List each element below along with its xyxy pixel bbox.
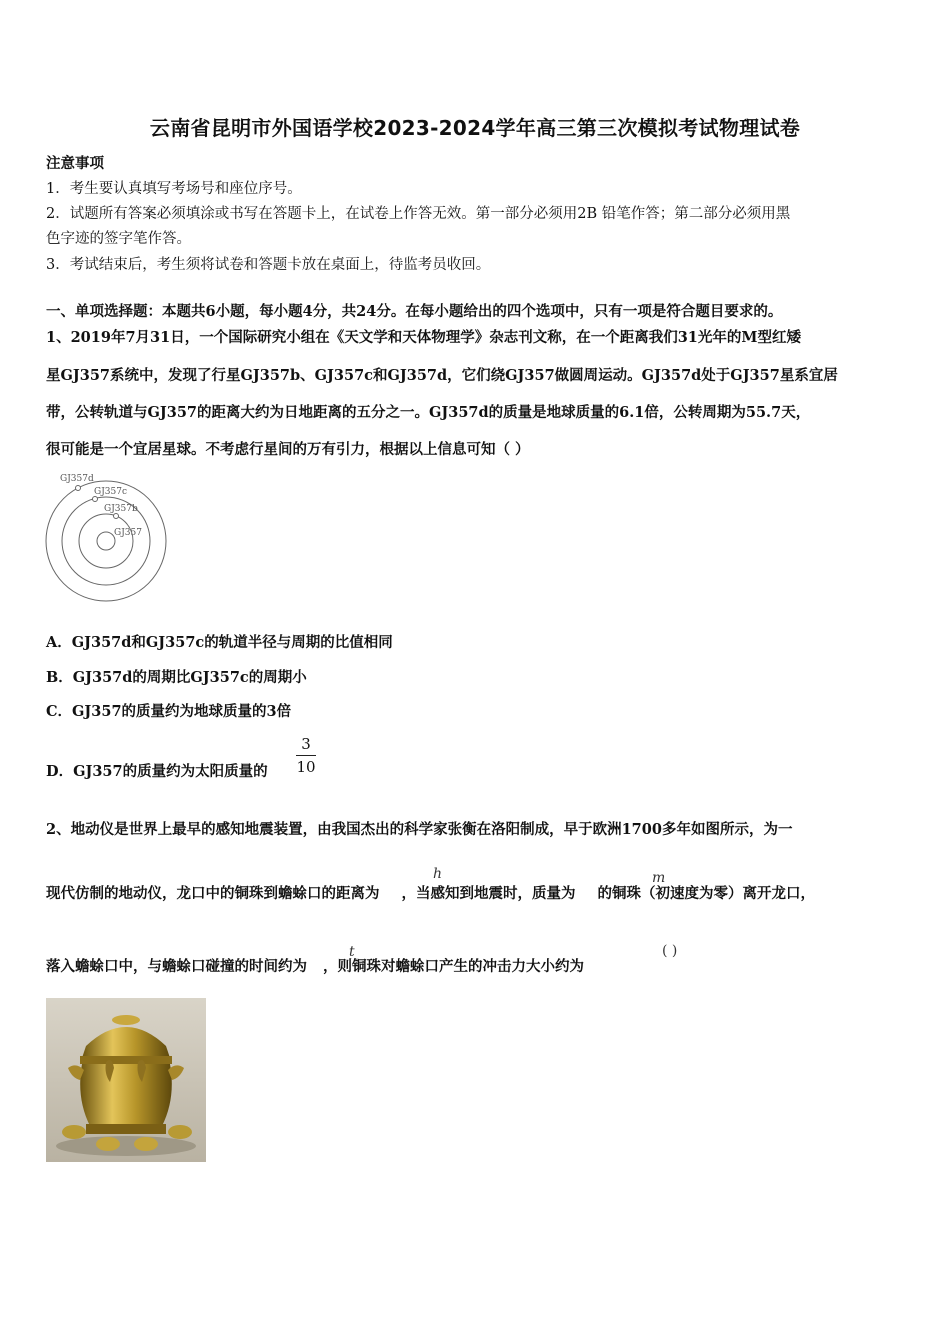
notice-heading: 注意事项 [46,155,104,172]
label-gj357c: GJ357c [94,487,128,497]
fraction-denominator: 10 [296,758,316,776]
q1-line-2: 星GJ357系统中，发现了行星GJ357b、GJ357c和GJ357d，它们绕GJ357做圆周运动。GJ357d处于GJ357星系宜居 [46,367,838,384]
notice-item-1: 1．考生要认真填写考场号和座位序号。 [46,181,302,197]
fraction-numerator: 3 [296,735,316,756]
q1-line-3: 带，公转轨道与GJ357的距离大约为日地距离的五分之一。GJ357d的质量是地球质量的6.1倍，公转周期为55.7天， [46,404,811,421]
label-gj357b: GJ357b [104,504,138,514]
q1-line-1: 1、2019年7月31日，一个国际研究小组在《天文学和天体物理学》杂志刊文称，在一个距离我们31光年的M型红矮 [46,329,801,346]
star-gj357 [97,532,115,550]
orbit-diagram [42,468,177,608]
q2-line-3-part-b: ，则铜珠对蟾蜍口产生的冲击力大小约为 [323,958,584,975]
planet-c-dot [93,497,98,502]
q2-line-2-part-b: ，当感知到地震时，质量为 [401,885,576,902]
planet-b-dot [114,514,119,519]
q2-line-3-part-a: 落入蟾蜍口中，与蟾蜍口碰撞的时间约为 [46,958,307,975]
orbit-d [46,481,166,601]
seismograph-photo [46,998,206,1162]
q2-answer-paren: ( ) [662,943,678,959]
page-title: 云南省昆明市外国语学校2023-2024学年高三第三次模拟考试物理试卷 [149,116,801,140]
var-m: m [652,870,666,886]
notice-item-3: 3．考试结束后，考生须将试卷和答题卡放在桌面上，待监考员收回。 [46,257,491,273]
q2-line-3 [46,955,584,976]
q2-line-2-part-a: 现代仿制的地动仪，龙口中的铜珠到蟾蜍口的距离为 [46,885,380,902]
q1-option-d: D．GJ357的质量约为太阳质量的 [46,763,268,780]
q2-line-2-part-c: 的铜珠（初速度为零）离开龙口， [597,885,815,902]
option-d-fraction [296,735,316,776]
label-gj357d: GJ357d [60,474,94,484]
section-heading: 一、单项选择题：本题共6小题，每小题4分，共24分。在每小题给出的四个选项中，只有一项是符合题目要求的。 [46,303,783,320]
notice-item-2-cont: 色字迹的签字笔作答。 [46,231,191,247]
q1-option-c: C．GJ357的质量约为地球质量的3倍 [46,703,292,720]
notice-item-2: 2．试题所有答案必须填涂或书写在答题卡上，在试卷上作答无效。第一部分必须用2B 铅笔作答；第二部分必须用黑 [46,206,791,222]
q1-line-4: 很可能是一个宜居星球。不考虑行星间的万有引力，根据以上信息可知（ ） [46,441,530,458]
planet-d-dot [76,486,81,491]
q2-line-1: 2、地动仪是世界上最早的感知地震装置，由我国杰出的科学家张衡在洛阳制成，早于欧洲1700多年如图所示，为一 [46,821,793,838]
q1-option-a: A．GJ357d和GJ357c的轨道半径与周期的比值相同 [46,634,393,651]
orbit-b [79,514,133,568]
var-t: t [349,944,355,960]
q2-line-2 [46,882,815,903]
label-gj357: GJ357 [114,528,142,538]
var-h: h [433,866,443,882]
q1-option-b: B．GJ357d的周期比GJ357c的周期小 [46,669,307,686]
